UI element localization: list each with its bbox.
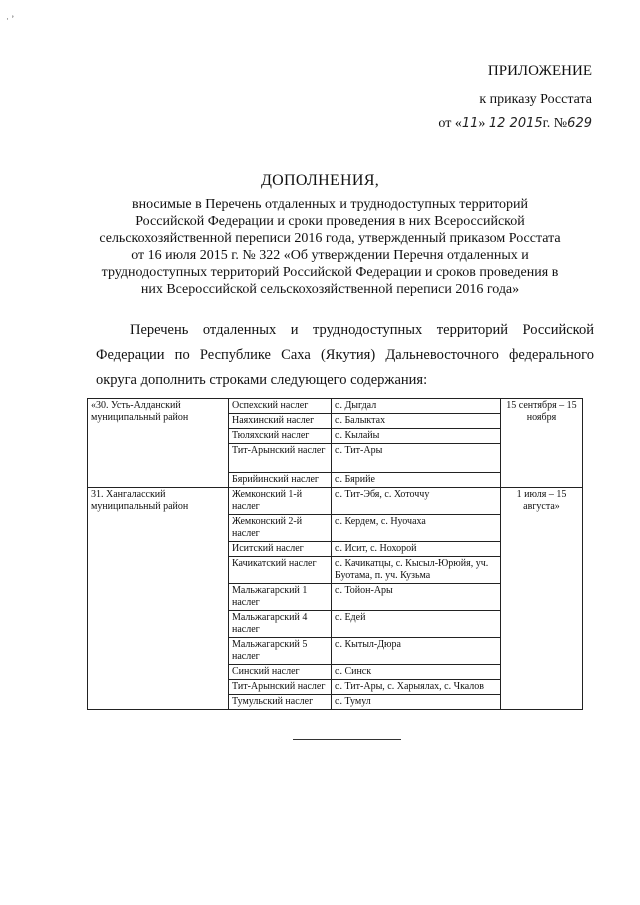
settlement-cell: с. Дыгдал (332, 399, 501, 414)
order-month-year: 12 2015 (488, 116, 543, 131)
territory-cell: 31. Хангаласский муниципальный район (88, 488, 229, 710)
nasleg-cell: Тит-Арынский наслег (229, 444, 332, 473)
settlement-cell: с. Кердем, с. Нуочаха (332, 515, 501, 542)
scan-marks: · ʼ (6, 14, 15, 24)
order-prefix: от « (438, 116, 462, 131)
document-subtitle (88, 196, 572, 298)
settlement-cell: с. Тит-Ары, с. Харыялах, с. Чкалов (332, 680, 501, 695)
territory-cell: «30. Усть-Алданский муниципальный район (88, 399, 229, 488)
settlement-cell: с. Кылайы (332, 429, 501, 444)
order-number: 629 (567, 116, 592, 131)
appendix-label: ПРИЛОЖЕНИЕ (487, 63, 592, 79)
nasleg-cell: Качикатский наслег (229, 557, 332, 584)
territories-table (87, 398, 583, 710)
nasleg-cell: Тит-Арынский наслег (229, 680, 332, 695)
nasleg-cell: Тумульский наслег (229, 695, 332, 710)
settlement-cell: с. Тит-Эбя, с. Хоточчу (332, 488, 501, 515)
nasleg-cell: Наяхинский наслег (229, 414, 332, 429)
nasleg-cell: Бярийинский наслег (229, 473, 332, 488)
table-row (88, 399, 583, 414)
period-cell: 15 сентября – 15 ноября (501, 399, 583, 488)
settlement-cell: с. Синск (332, 665, 501, 680)
settlement-cell: с. Балыктах (332, 414, 501, 429)
subtitle-line: сельскохозяйственной переписи 2016 года, утвержденный приказом Росстата (99, 231, 561, 246)
nasleg-cell: Тюляхский наслег (229, 429, 332, 444)
subtitle-line: вносимые в Перечень отдаленных и труднодоступных территорий (131, 197, 529, 212)
order-date-line (438, 116, 592, 132)
nasleg-cell: Мальжагарский 1 наслег (229, 584, 332, 611)
table-row (88, 488, 583, 515)
settlement-cell: с. Исит, с. Нохорой (332, 542, 501, 557)
order-quote-close: » (478, 116, 489, 131)
intro-paragraph (96, 318, 594, 393)
subtitle-line: труднодоступных территорий Российской Федерации и сроков проведения в (101, 265, 559, 280)
order-reference: к приказу Росстата (479, 92, 592, 107)
order-number-sign: г. № (542, 116, 568, 131)
settlement-cell: с. Тумул (332, 695, 501, 710)
subtitle-line: них Всероссийской сельскохозяйственной переписи 2016 года» (140, 282, 520, 297)
document-title: ДОПОЛНЕНИЯ, (260, 172, 380, 189)
subtitle-line: Российской Федерации и сроки проведения в них Всероссийской (135, 214, 525, 229)
nasleg-cell: Жемконский 1-й наслег (229, 488, 332, 515)
settlement-cell: с. Бярийе (332, 473, 501, 488)
settlement-cell: с. Тит-Ары (332, 444, 501, 473)
nasleg-cell: Жемконский 2-й наслег (229, 515, 332, 542)
settlement-cell: с. Качикатцы, с. Кысыл-Юрюйя, уч. Буотама, п. уч. Кузьма (332, 557, 501, 584)
nasleg-cell: Мальжагарский 5 наслег (229, 638, 332, 665)
order-day: 11 (461, 116, 479, 131)
nasleg-cell: Мальжагарский 4 наслег (229, 611, 332, 638)
intro-text: Перечень отдаленных и труднодоступных территорий Российской Федерации по Республике Саха (Якутия) Дальневосточного федерального округа дополнить строками следующего содержания: (96, 322, 594, 388)
settlement-cell: с. Тойон-Ары (332, 584, 501, 611)
subtitle-line: от 16 июля 2015 г. № 322 «Об утверждении Перечня отдаленных и (131, 248, 529, 263)
separator-line (293, 739, 401, 740)
nasleg-cell: Иситский наслег (229, 542, 332, 557)
nasleg-cell: Синский наслег (229, 665, 332, 680)
nasleg-cell: Оспехский наслег (229, 399, 332, 414)
settlement-cell: с. Кытыл-Дюра (332, 638, 501, 665)
period-cell: 1 июля – 15 августа» (501, 488, 583, 710)
settlement-cell: с. Едей (332, 611, 501, 638)
